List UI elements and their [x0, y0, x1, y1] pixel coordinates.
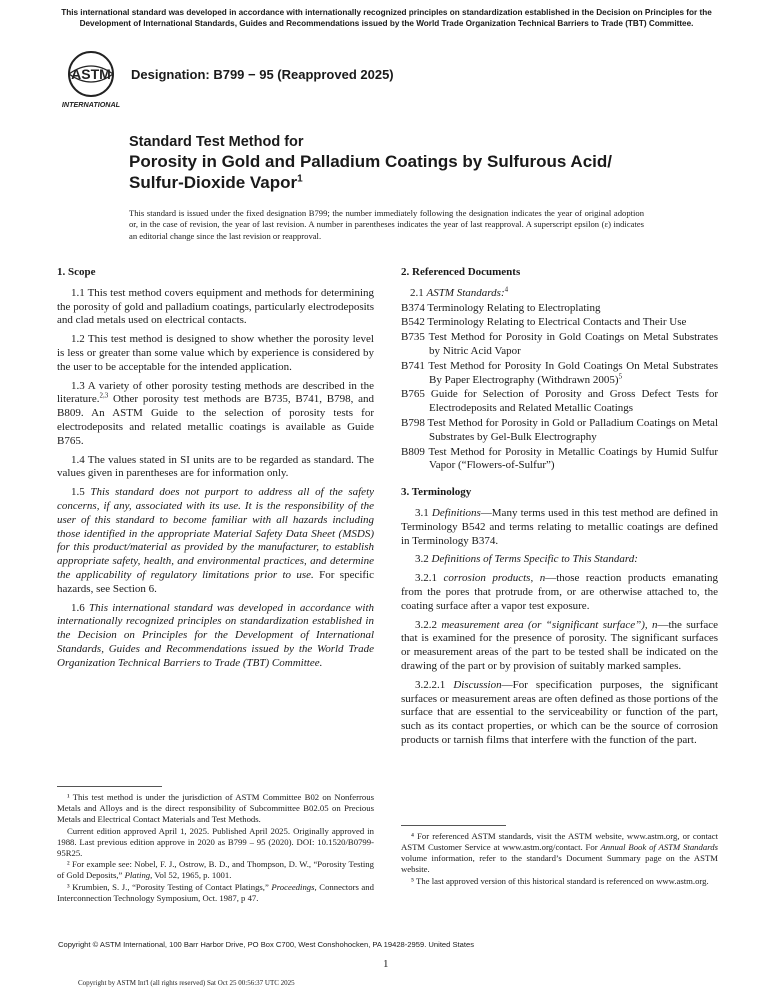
paragraph-1-4: 1.4 The values stated in SI units are to be regarded as standard. The values given in parentheses are for information only.	[57, 453, 374, 480]
paragraph-3-2: 3.2 Definitions of Terms Specific to This Standard:	[415, 553, 638, 566]
right-column	[401, 266, 718, 753]
paragraph-3-1: 3.1 Definitions—Many terms used in this test method are defined in Terminology B542 and terms relating to metallic coatings are defined in Terminology B374.	[401, 506, 718, 547]
top-notice: This international standard was developed in accordance with internationally recognized principles on standardization established in the Decision on Principles for the Development of International Standards, Guides and Recommendations issued by the World Trade Organization Technical Barriers to Trade (TBT) Committee.	[61, 8, 712, 28]
footnote-2: ² For example see: Nobel, F. J., Ostrow, B. D., and Thompson, D. W., “Porosity Testing of Gold Deposits,” Plating, Vol 52, 1965, p. 1001.	[57, 859, 374, 881]
title-line-2: Porosity in Gold and Palladium Coatings by Sulfurous Acid/	[129, 152, 612, 171]
designation: Designation: B799 − 95 (Reapproved 2025)	[131, 67, 394, 82]
astm-logo	[58, 48, 124, 110]
footnote-5: ⁵ The last approved version of this historical standard is referenced on www.astm.org.	[411, 875, 709, 886]
title-line-3: Sulfur-Dioxide Vapor$^1$	[129, 173, 303, 192]
section-heading-scope: 1. Scope	[57, 266, 96, 278]
copyright-line: Copyright © ASTM International, 100 Barr Harbor Drive, PO Box C700, West Conshohocken, PA 19428-2959. United States	[58, 940, 475, 949]
paragraph-1-5: 1.5 This standard does not purport to address all of the safety concerns, if any, associated with its use. It is the responsibility of the user of this standard to become familiar with all hazards including those identified in the appropriate Material Safety Data Sheet (MSDS) for this product/material as provided by the manufacturer, to establish appropriate safety, health, and environmental practices, and determine the applicability of regulatory limitations prior to use. For specific hazards, see Section 6.	[57, 486, 375, 595]
footnotes-right	[401, 811, 718, 888]
page-number: 1	[383, 958, 389, 970]
ref-b809: B809 Test Method for Porosity in Metallic Coatings by Humid Sulfur Vapor (“Flowers-of-Sulfur”)	[401, 445, 718, 472]
document-title	[129, 133, 612, 193]
section-heading-terminology: 3. Terminology	[401, 486, 472, 499]
left-column	[57, 266, 374, 676]
title-line-1: Standard Test Method for	[129, 134, 304, 150]
license-watermark: Copyright by ASTM Int'l (all rights reserved) Sat Oct 25 00:56:37 UTC 2025	[78, 979, 295, 987]
logo-subtext: INTERNATIONAL	[61, 100, 121, 109]
footnote-3: ³ Krumbien, S. J., “Porosity Testing of Contact Platings,” Proceedings, Connectors and Interconnection Technology Symposium, Oct. 1987, p 47.	[57, 882, 374, 904]
paragraph-1-2: 1.2 This test method is designed to show whether the porosity level is less or greater than some value which by experience is considered by the user to be acceptable for the intended application.	[57, 333, 374, 373]
logo-text: ASTM	[71, 66, 111, 82]
paragraph-1-6: 1.6 This international standard was developed in accordance with internationally recognized principles on standardization established in the Decision on Principles for the Development of International Standards, Guides and Recommendations issued by the World Trade Organization Technical Barriers to Trade (TBT) Committee.	[57, 601, 375, 669]
footnotes-left	[57, 772, 374, 905]
standard-note: This standard is issued under the fixed designation B799; the number immediately following the designation indicates the year of original adoption or, in the case of revision, the year of last revision. A number in parentheses indicates the year of last reapproval. A superscript epsilon (ε) indicates an editorial change since the last revision or reapproval.	[129, 208, 644, 241]
footnote-divider	[57, 786, 162, 787]
ref-b741: B741 Test Method for Porosity In Gold Coatings On Metal Substrates By Paper Electrography (Withdrawn 2005)$^5$	[401, 359, 718, 386]
ref-b798: B798 Test Method for Porosity in Gold or Palladium Coatings on Metal Substrates by Gel-Bulk Electrography	[401, 416, 718, 443]
ref-b735: B735 Test Method for Porosity in Gold Coatings on Metal Substrates by Nitric Acid Vapor	[401, 331, 718, 357]
footnote-1: ¹ This test method is under the jurisdiction of ASTM Committee B02 on Nonferrous Metals and Alloys and is the direct responsibility of Subcommittee B02.05 on Precious Metals and Electrical Contact Materials and Test Methods.	[57, 792, 374, 824]
footnote-divider-right	[401, 825, 506, 826]
ref-b374: B374 Terminology Relating to Electroplating	[401, 301, 601, 314]
ref-b765: B765 Guide for Selection of Porosity and Gross Defect Tests for Electrodeposits and Related Metallic Coatings	[401, 388, 718, 415]
paragraph-3-2-1: 3.2.1 corrosion products, n—those reaction products emanating from the pores that protrude from, or are otherwise attached to, the coating surface after a vapor test exposure.	[401, 572, 719, 612]
section-heading-referenced: 2. Referenced Documents	[401, 266, 521, 278]
paragraph-1-1: 1.1 This test method covers equipment and methods for determining the porosity of gold and palladium coatings, particularly electrodeposits and clad metals used on electrical contacts.	[57, 286, 374, 327]
paragraph-3-2-2: 3.2.2 measurement area (or “significant surface”), n—the surface that is examined for the presence of porosity. The significant surfaces or measurement areas of the part to be tested shall be indicated on the drawing of the part or by provision of suitably marked samples.	[401, 618, 719, 672]
astm-standards-subheading: 2.1 ASTM Standards:$^4$	[410, 285, 509, 299]
paragraph-1-3: 1.3 A variety of other porosity testing methods are described in the literature.$^{2,3}$ Other porosity test methods are B735, B741, B798, and B809. An ASTM Guide to the selection of porosity tests for electrodeposits and related metallic coatings is available as Guide B765.	[57, 379, 374, 447]
footnote-4: ⁴ For referenced ASTM standards, visit the ASTM website, www.astm.org, or contact ASTM Customer Service at www.astm.org/contact. For Annual Book of ASTM Standards volume information, refer to the standard’s Document Summary page on the ASTM website.	[401, 831, 718, 874]
footnote-1-edition: Current edition approved April 1, 2025. Published April 2025. Originally approved in 1988. Last previous edition approve in 2020 as B799 – 95 (2020). DOI: 10.1520/B0799-95R25.	[57, 825, 374, 858]
paragraph-3-2-2-1: 3.2.2.1 Discussion—For specification purposes, the significant surfaces or measurement areas are often defined as those portions of the surface that are essential to the serviceability or function of the part, such as its contact properties, or which can be the source of corrosion products or tarnish films that interfere with the function of the part.	[401, 678, 719, 746]
title-footnote-mark: 1	[297, 173, 303, 185]
ref-b542: B542 Terminology Relating to Electrical Contacts and Their Use	[401, 316, 687, 329]
